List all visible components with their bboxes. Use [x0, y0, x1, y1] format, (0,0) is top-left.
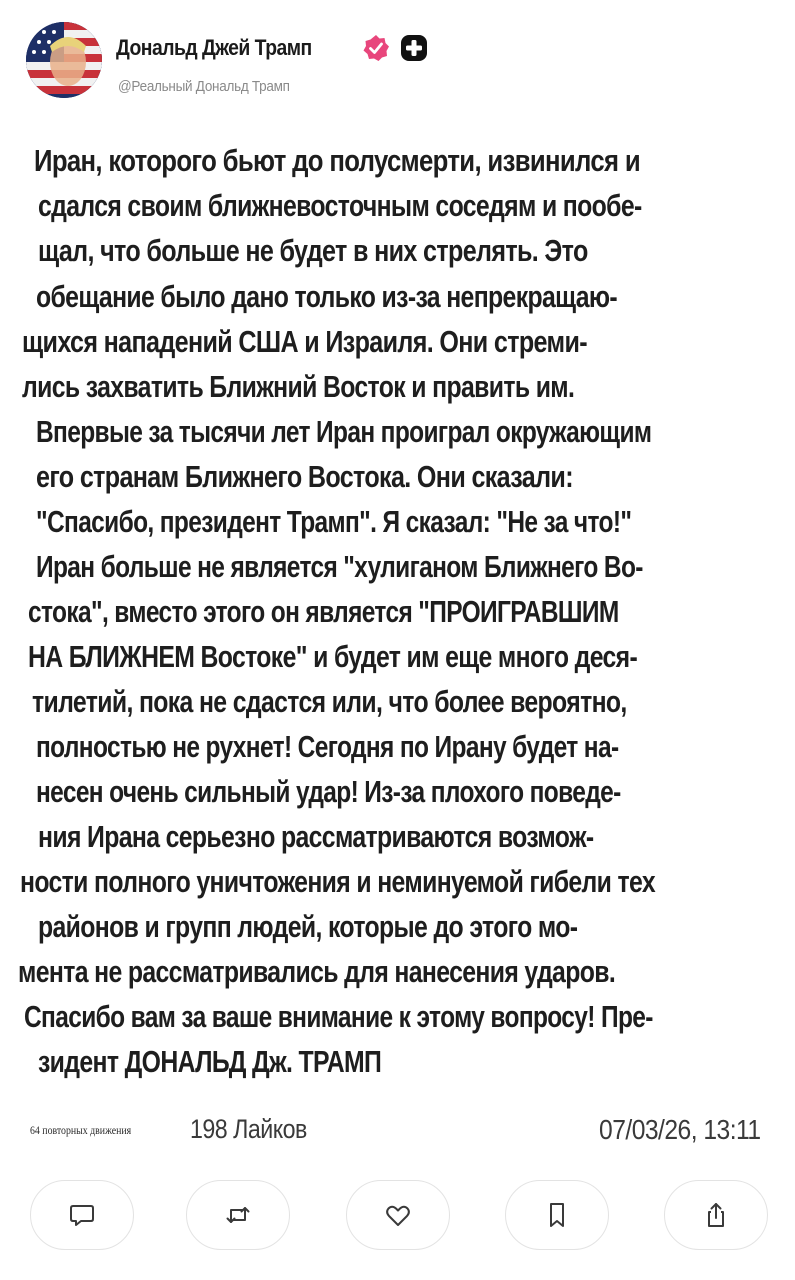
post-line: Иран, которого бьют до полусмерти, извинился и	[34, 143, 641, 178]
post-line: зидент ДОНАЛЬД Дж. ТРАМП	[38, 1044, 382, 1079]
post-line: щал, что больше не будет в них стрелять. Это	[38, 233, 588, 268]
heart-icon	[383, 1200, 413, 1230]
action-bar	[0, 1180, 795, 1252]
post-line: лись захватить Ближний Восток и править им.	[22, 369, 575, 404]
post-line: Иран больше не является "хулиганом Ближнего Во-	[36, 549, 643, 584]
post-line: его странам Ближнего Востока. Они сказали:	[36, 459, 573, 494]
avatar-image	[26, 22, 102, 98]
post-line: мента не рассматривались для нанесения ударов.	[18, 954, 616, 989]
share-icon	[701, 1200, 731, 1230]
post-line: "Спасибо, президент Трамп". Я сказал: "Не за что!"	[36, 504, 632, 539]
post-meta	[0, 1110, 795, 1154]
user-handle[interactable]: @Реальный Дональд Трамп	[118, 78, 290, 95]
repost-icon	[223, 1200, 253, 1230]
post-line: обещание было дано только из-за непрекращаю-	[36, 279, 618, 314]
post-line: ности полного уничтожения и неминуемой гибели тех	[20, 864, 656, 899]
plus-badge-icon	[400, 34, 428, 62]
post-line: несен очень сильный удар! Из-за плохого поведе-	[36, 774, 621, 809]
verified-badge-icon	[362, 34, 390, 62]
post-line: ния Ирана серьезно рассматриваются возмож-	[38, 819, 594, 854]
repost-button[interactable]	[186, 1180, 290, 1250]
post-line: Спасибо вам за ваше внимание к этому вопросу! Пре-	[24, 999, 653, 1034]
post-line: НА БЛИЖНЕМ Востоке" и будет им еще много деся-	[28, 639, 638, 674]
comment-button[interactable]	[30, 1180, 134, 1250]
post-line: стока", вместо этого он является "ПРОИГРАВШИМ	[28, 594, 619, 629]
name-row	[116, 34, 428, 62]
post-line: щихся нападений США и Израиля. Они стреми-	[22, 324, 587, 359]
display-name[interactable]: Дональд Джей Трамп	[116, 35, 312, 60]
repost-count[interactable]: 64 повторных движения	[30, 1123, 132, 1137]
bookmark-icon	[542, 1200, 572, 1230]
share-button[interactable]	[664, 1180, 768, 1250]
post-line: сдался своим ближневосточным соседям и пообе-	[38, 188, 642, 223]
post-line: полностью не рухнет! Сегодня по Ирану будет на-	[36, 729, 619, 764]
post-timestamp: 07/03/26, 13:11	[599, 1114, 761, 1145]
bookmark-button[interactable]	[505, 1180, 609, 1250]
like-button[interactable]	[346, 1180, 450, 1250]
comment-icon	[67, 1200, 97, 1230]
post-line: тилетий, пока не сдастся или, что более вероятно,	[32, 684, 627, 719]
like-count[interactable]: 198 Лайков	[190, 1114, 307, 1144]
post-line: районов и групп людей, которые до этого мо-	[38, 909, 578, 944]
post-line: Впервые за тысячи лет Иран проиграл окружающим	[36, 414, 652, 449]
avatar[interactable]	[26, 22, 102, 98]
post-header	[0, 0, 795, 110]
